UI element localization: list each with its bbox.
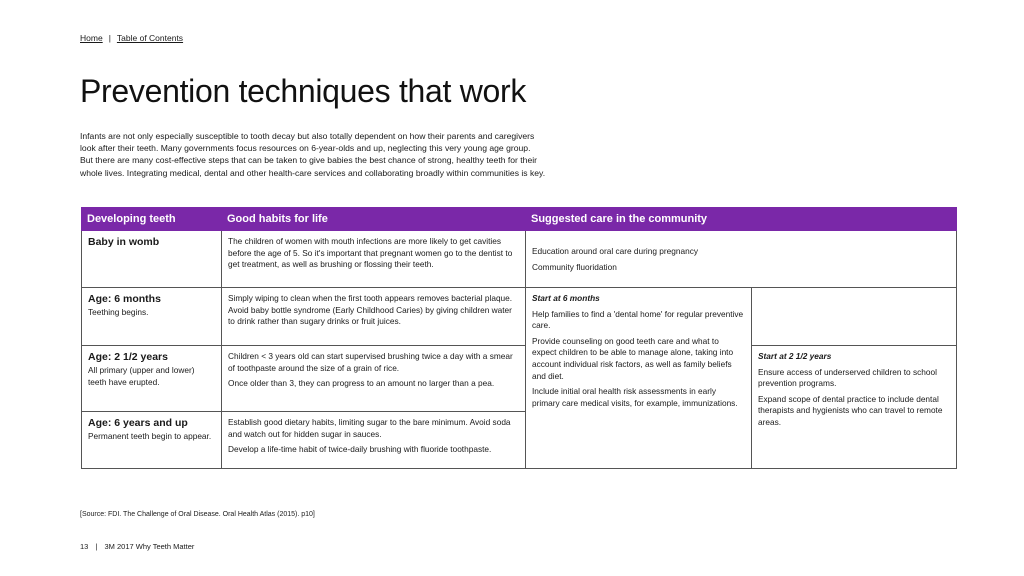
intro-line: But there are many cost-effective steps that can be taken to give babies the best chance of strong, healthy teeth for their	[80, 155, 538, 166]
page-title: Prevention techniques that work	[80, 73, 527, 109]
habit-text: Once older than 3, they can progress to an amount no larger than a pea.	[228, 378, 495, 389]
habit-text: The children of women with mouth infections are more likely to get cavities before the age of 5. So it's important that pregnant women go to the dentist to get treatment, as well as brushing or flossing their teeth.	[228, 236, 513, 270]
page-number: 13	[80, 542, 89, 551]
header-community-care: Suggested care in the community	[525, 207, 957, 231]
stage-cell-womb	[81, 231, 221, 288]
community-start-heading: Start at 6 months	[532, 293, 600, 303]
habits-cell-6-years	[221, 412, 525, 469]
intro-line: whole lives. Integrating medical, dental and other health-care services and collaborating broadly within communities is key.	[80, 167, 546, 178]
intro-text	[80, 130, 640, 179]
prevention-table	[81, 207, 957, 469]
footer-text: 3M 2017 Why Teeth Matter	[104, 542, 195, 551]
footer-separator: |	[95, 542, 98, 551]
habit-text: Develop a life-time habit of twice-daily brushing with fluoride toothpaste.	[228, 444, 492, 455]
community-item: Help families to find a 'dental home' for regular preventive care.	[532, 308, 744, 331]
stage-note: Permanent teeth begin to appear.	[88, 431, 212, 441]
community-cell-6-months	[525, 288, 751, 469]
stage-label: Age: 6 years and up	[88, 417, 188, 429]
community-item: Include initial oral health risk assessments in early primary care medical visits, for example, immunizations.	[532, 386, 738, 408]
table-of-contents-link[interactable]: Table of Contents	[116, 33, 184, 43]
header-good-habits: Good habits for life	[221, 207, 525, 231]
source-citation: [Source: FDI. The Challenge of Oral Disease. Oral Health Atlas (2015). p10]	[80, 511, 315, 518]
community-item: Expand scope of dental practice to include dental therapists and hygienists who can travel to remote areas.	[758, 393, 943, 427]
stage-cell-6-months	[81, 288, 221, 346]
intro-line: Infants are not only especially susceptible to tooth decay but also totally dependent on how their parents and caregivers	[80, 131, 535, 141]
stage-label: Baby in womb	[88, 236, 160, 248]
habits-cell-2-5-years	[221, 346, 525, 412]
breadcrumb-separator: |	[108, 33, 111, 43]
home-link[interactable]: Home	[80, 33, 103, 43]
stage-cell-6-years	[81, 412, 221, 469]
habit-text: Simply wiping to clean when the first tooth appears removes bacterial plaque. Avoid baby bottle syndrome (Early Childhood Caries) by giving children water to drink rather than sugary drinks or fruit juices.	[228, 293, 513, 327]
stage-label: Age: 2 1/2 years	[88, 351, 168, 363]
stage-note: All primary (upper and lower) teeth have erupted.	[88, 365, 195, 387]
breadcrumb	[80, 33, 183, 43]
stage-note: Teething begins.	[88, 307, 149, 317]
header-developing-teeth: Developing teeth	[81, 207, 221, 231]
intro-line: look after their teeth. Many governments focus resources on 6-year-olds and up, neglecting this very young age group.	[80, 143, 531, 154]
stage-cell-2-5-years	[81, 346, 221, 412]
habits-cell-6-months	[221, 288, 525, 346]
community-item: Ensure access of underserved children to school prevention programs.	[758, 366, 937, 389]
habit-text: Children < 3 years old can start supervised brushing twice a day with a smear of toothpaste around the size of a grain of rice.	[228, 351, 513, 373]
community-item: Education around oral care during pregnancy	[532, 246, 699, 256]
community-cell-womb	[525, 231, 957, 288]
community-item: Provide counseling on good teeth care and what to expect children to be able to manage alone, taking into account individual risk factors, as well as family beliefs and diet.	[532, 335, 734, 381]
community-start-heading: Start at 2 1/2 years	[758, 351, 832, 361]
community-cell-2-5-years	[751, 346, 957, 469]
habit-text: Establish good dietary habits, limiting sugar to the bare minimum. Avoid soda and watch out for hidden sugar in sauces.	[228, 417, 511, 439]
habits-cell-womb	[221, 231, 525, 288]
page-footer	[80, 542, 194, 551]
community-cell-empty	[751, 288, 957, 346]
community-item: Community fluoridation	[532, 261, 617, 272]
stage-label: Age: 6 months	[88, 293, 161, 305]
